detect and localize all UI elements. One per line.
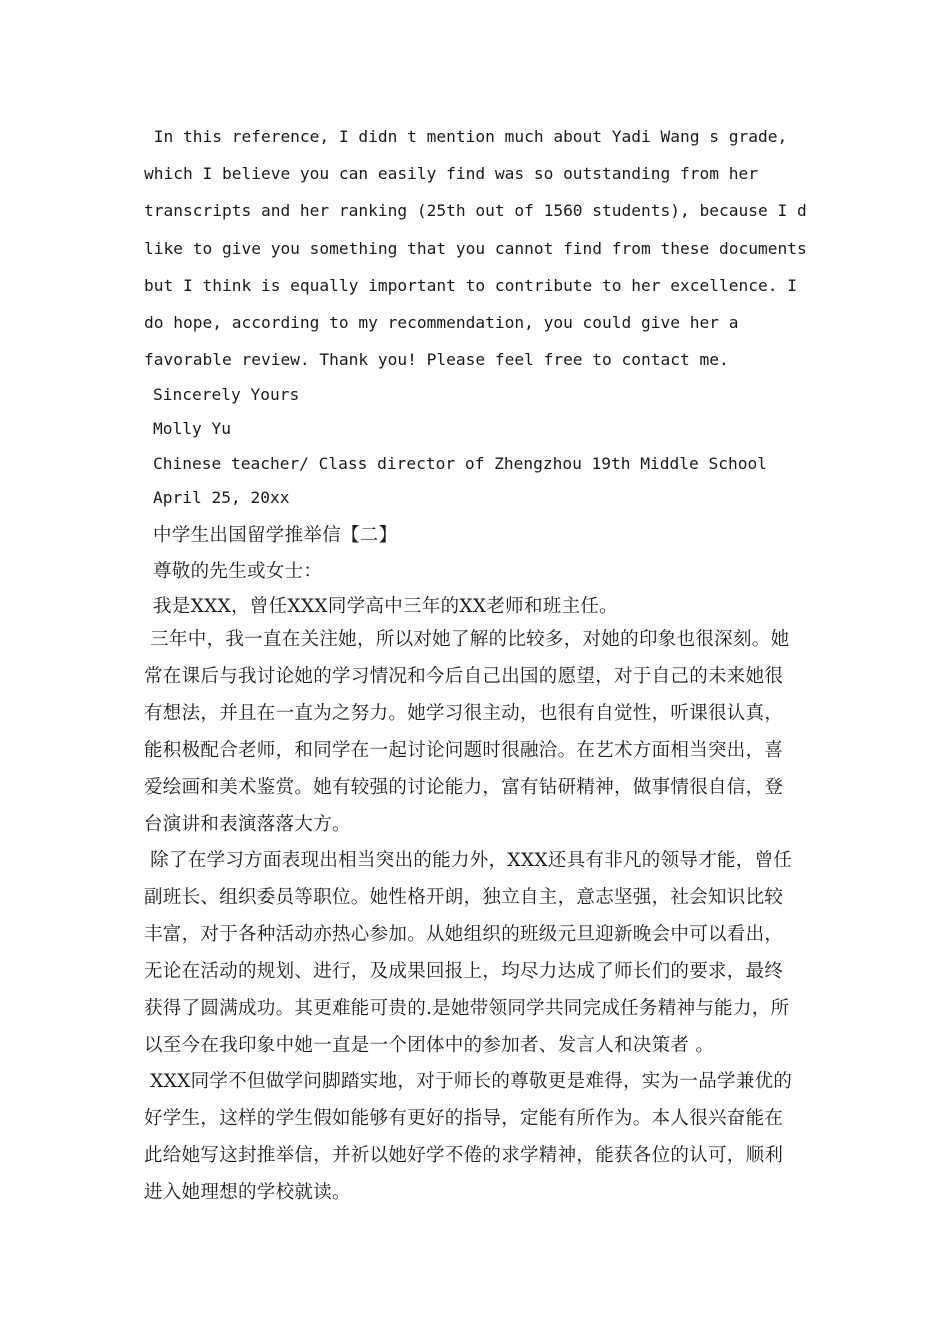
english-recommendation-paragraph [144, 0, 824, 380]
paragraph-line: do hope, according to my recommendation, you could give her a [144, 313, 739, 332]
signature-title: Chinese teacher/ Class director of Zhengzhou 19th Middle School [153, 454, 767, 473]
paragraph-line: 以至今在我印象中她一直是一个团体中的参加者、发言人和决策者 。 [144, 1035, 715, 1056]
paragraph-line: but I think is equally important to contribute to her excellence. I [144, 276, 797, 295]
paragraph-line: like to give you something that you cannot find from these documents [144, 239, 807, 258]
paragraph-line: In this reference, I didn t mention much about Yadi Wang s grade, [144, 127, 788, 146]
paragraph-line: which I believe you can easily find was so outstanding from her [144, 164, 758, 183]
paragraph-line: 进入她理想的学校就读。 [144, 1182, 351, 1203]
paragraph-line: XXX同学不但做学问脚踏实地，对于师长的尊敬更是难得，实为一品学兼优的 [144, 1071, 793, 1092]
paragraph-line: 副班长、组织委员等职位。她性格开朗，独立自主，意志坚强，社会知识比较 [144, 887, 784, 908]
paragraph-line: 台演讲和表演落落大方。 [144, 814, 351, 835]
paragraph-line: 获得了圆满成功。其更难能可贵的.是她带领同学共同完成任务精神与能力，所 [144, 998, 790, 1019]
paragraph-line: 丰富，对于各种活动亦热心参加。从她组织的班级元旦迎新晚会中可以看出， [144, 924, 784, 945]
paragraph-line: transcripts and her ranking (25th out of 1560 students), because I d [144, 201, 807, 220]
paragraph-line: 能积极配合老师，和同学在一起讨论问题时很融洽。在艺术方面相当突出，喜 [144, 740, 784, 761]
paragraph-line: 除了在学习方面表现出相当突出的能力外，XXX还具有非凡的领导才能，曾任 [144, 850, 793, 871]
paragraph-line: 好学生，这样的学生假如能够有更好的指导，定能有所作为。本人很兴奋能在 [144, 1108, 784, 1129]
paragraph-line: 此给她写这封推举信，并祈以她好学不倦的求学精神，能获各位的认可，顺利 [144, 1145, 784, 1166]
salutation: 尊敬的先生或女士： [153, 561, 323, 582]
paragraph-line: favorable review. Thank you! Please feel free to contact me. [144, 350, 729, 369]
paragraph-line: 爱绘画和美术鉴赏。她有较强的讨论能力，富有钻研精神，做事情很自信，登 [144, 777, 784, 798]
signature-date: April 25, 20xx [153, 488, 290, 507]
paragraph-line: 无论在活动的规划、进行，及成果回报上，均尽力达成了师长们的要求，最终 [144, 961, 784, 982]
paragraph-line: 三年中，我一直在关注她，所以对她了解的比较多，对她的印象也很深刻。她 [144, 629, 790, 650]
signature-closing: Sincerely Yours [153, 385, 300, 404]
paragraph-line: 常在课后与我讨论她的学习情况和今后自己出国的愿望，对于自己的未来她很 [144, 666, 784, 687]
section-heading: 中学生出国留学推举信【二】 [153, 525, 398, 546]
intro-line: 我是XXX，曾任XXX同学高中三年的XX老师和班主任。 [153, 596, 618, 617]
signature-name: Molly Yu [153, 419, 231, 438]
paragraph-line: 有想法，并且在一直为之努力。她学习很主动，也很有自觉性，听课很认真， [144, 703, 784, 724]
